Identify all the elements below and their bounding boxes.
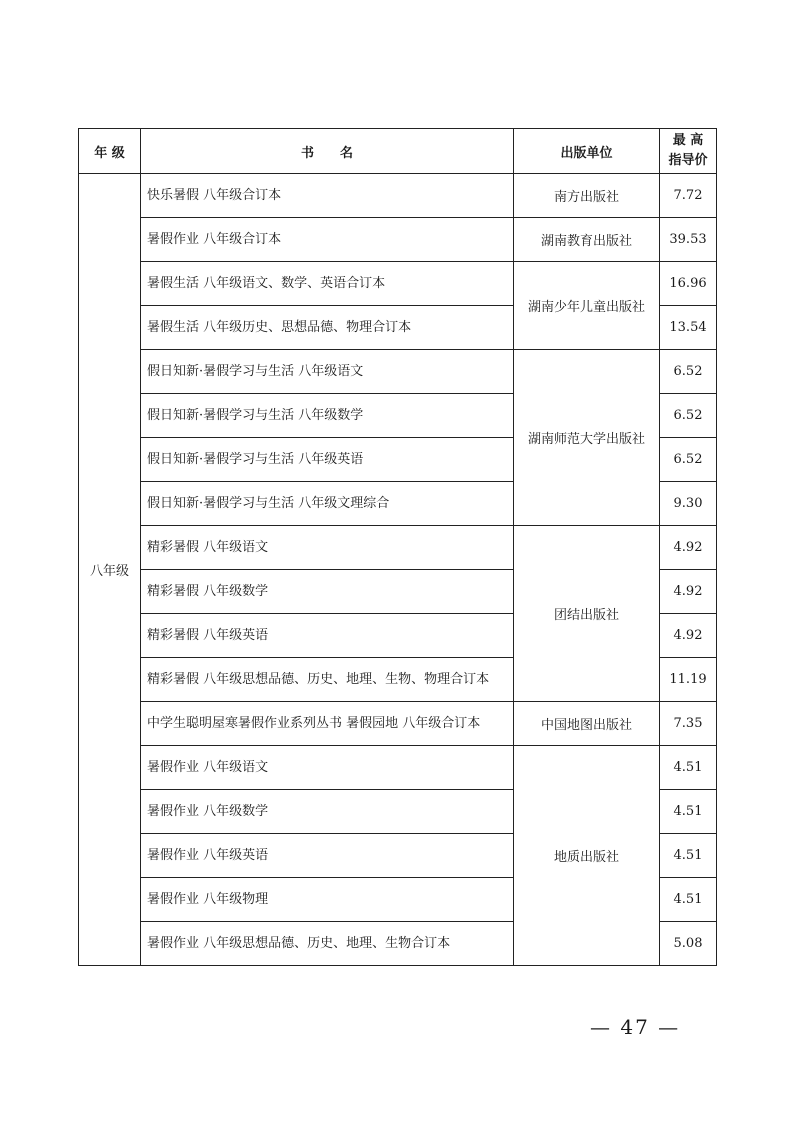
publisher-cell: 中国地图出版社 [514,702,660,746]
publisher-cell: 湖南教育出版社 [514,218,660,262]
table-header-row [79,129,717,174]
price-cell: 6.52 [660,394,717,438]
book-title: 暑假作业 八年级物理 [141,878,514,922]
header-price-line2: 指导价 [668,153,708,168]
table-row [79,702,717,746]
publisher-cell: 团结出版社 [514,526,660,702]
book-title: 暑假作业 八年级语文 [141,746,514,790]
price-cell: 4.92 [660,614,717,658]
book-title: 假日知新·暑假学习与生活 八年级文理综合 [141,482,514,526]
book-title: 暑假作业 八年级合订本 [141,218,514,262]
price-cell: 4.51 [660,834,717,878]
header-price-line1: 最 高 [672,133,704,148]
book-title: 精彩暑假 八年级数学 [141,570,514,614]
price-cell: 4.51 [660,746,717,790]
price-cell: 4.51 [660,878,717,922]
price-cell: 4.92 [660,526,717,570]
price-cell: 39.53 [660,218,717,262]
publisher-cell: 湖南少年儿童出版社 [514,262,660,350]
book-title: 精彩暑假 八年级语文 [141,526,514,570]
table-row [79,746,717,790]
price-cell: 6.52 [660,438,717,482]
publisher-cell: 南方出版社 [514,174,660,218]
header-publisher: 出版单位 [514,129,660,174]
table-row [79,262,717,306]
price-cell: 7.35 [660,702,717,746]
book-title: 假日知新·暑假学习与生活 八年级英语 [141,438,514,482]
price-table [78,128,717,966]
book-title: 快乐暑假 八年级合订本 [141,174,514,218]
header-price [660,129,717,174]
publisher-cell: 地质出版社 [514,746,660,966]
book-title: 假日知新·暑假学习与生活 八年级语文 [141,350,514,394]
book-title: 暑假作业 八年级思想品德、历史、地理、生物合订本 [141,922,514,966]
table-row [79,526,717,570]
book-title: 假日知新·暑假学习与生活 八年级数学 [141,394,514,438]
book-title: 暑假作业 八年级英语 [141,834,514,878]
price-cell: 9.30 [660,482,717,526]
header-grade: 年 级 [79,129,141,174]
price-cell: 6.52 [660,350,717,394]
price-cell: 4.51 [660,790,717,834]
price-cell: 11.19 [660,658,717,702]
book-title: 精彩暑假 八年级思想品德、历史、地理、生物、物理合订本 [141,658,514,702]
price-cell: 13.54 [660,306,717,350]
table-row [79,174,717,218]
publisher-cell: 湖南师范大学出版社 [514,350,660,526]
price-cell: 4.92 [660,570,717,614]
price-cell: 5.08 [660,922,717,966]
grade-cell: 八年级 [79,174,141,966]
table-row [79,218,717,262]
price-cell: 16.96 [660,262,717,306]
book-title: 暑假生活 八年级历史、思想品德、物理合订本 [141,306,514,350]
header-title: 书 名 [141,129,514,174]
table-row [79,350,717,394]
book-title: 暑假作业 八年级数学 [141,790,514,834]
price-cell: 7.72 [660,174,717,218]
book-title: 暑假生活 八年级语文、数学、英语合订本 [141,262,514,306]
book-title: 精彩暑假 八年级英语 [141,614,514,658]
book-title: 中学生聪明屋寒暑假作业系列丛书 暑假园地 八年级合订本 [141,702,514,746]
page-number: — 47 — [590,1015,681,1039]
